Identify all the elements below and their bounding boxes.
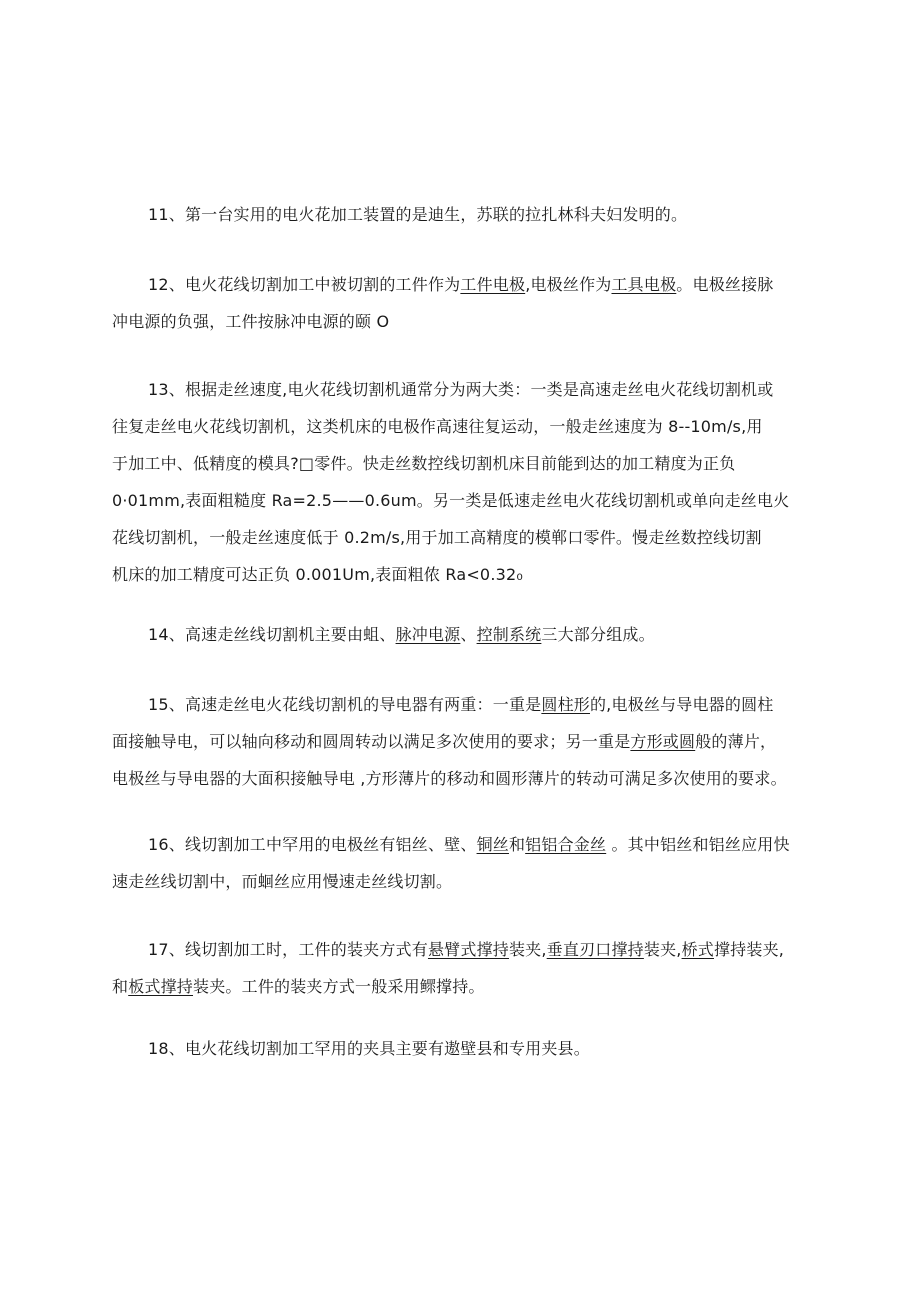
text-line xyxy=(112,196,812,233)
text-run: 装夹, xyxy=(508,940,547,959)
text-run: 装夹。工件的装夹方式一般采用鳏撑持。 xyxy=(193,977,485,996)
underlined-answer: 垂直刃口撑持 xyxy=(546,940,644,959)
text-line xyxy=(112,686,812,723)
text-run: 。电极丝接脉 xyxy=(676,275,774,294)
text-line xyxy=(112,1030,812,1067)
text-line xyxy=(112,556,812,593)
text-run: 往复走丝电火花线切割机，这类机床的电极作高速往复运动，一般走丝速度为 8--10m∕s,用 xyxy=(112,417,763,436)
text-run: 冲电源的负强，工件按脉冲电源的颐 O xyxy=(112,312,390,331)
text-line xyxy=(112,371,812,408)
text-run: 于加工中、低精度的模具?□零件。快走丝数控线切割机床目前能到达的加工精度为正负 xyxy=(112,454,736,473)
underlined-answer: 铜丝 xyxy=(476,835,509,854)
underlined-answer: 工件电极 xyxy=(460,275,526,294)
text-run: 16、线切割加工中罕用的电极丝有铝丝、壁、 xyxy=(148,835,477,854)
text-line xyxy=(112,482,812,519)
text-run: 和 xyxy=(112,977,129,996)
text-run: 速走丝线切割中，而蛔丝应用慢速走丝线切割。 xyxy=(112,872,453,891)
paragraph-item-12 xyxy=(112,266,812,340)
text-line xyxy=(112,826,812,863)
underlined-answer: 方形或圆 xyxy=(630,732,696,751)
underlined-answer: 圆柱形 xyxy=(541,695,590,714)
text-run: 般的薄片， xyxy=(695,732,777,751)
paragraph-item-14 xyxy=(112,616,812,653)
paragraph-item-18 xyxy=(112,1030,812,1067)
text-line xyxy=(112,408,812,445)
paragraph-item-13 xyxy=(112,371,812,593)
underlined-answer: 工具电极 xyxy=(611,275,677,294)
underlined-answer: 桥式 xyxy=(681,940,714,959)
text-run: 面接触导电，可以轴向移动和圆周转动以满足多次使用的要求；另一重是 xyxy=(112,732,631,751)
text-run: ,电极丝作为 xyxy=(525,275,612,294)
underlined-answer: 铝铝合金丝 xyxy=(525,835,607,854)
text-run: 14、高速走丝线切割机主要由蛆、 xyxy=(148,625,396,644)
text-line xyxy=(112,931,812,968)
text-line xyxy=(112,760,812,797)
text-run: 12、电火花线切割加工中被切割的工件作为 xyxy=(148,275,461,294)
paragraph-item-11 xyxy=(112,196,812,233)
text-run: 17、线切割加工时，工件的装夹方式有 xyxy=(148,940,428,959)
text-line xyxy=(112,303,812,340)
text-run: 装夹, xyxy=(643,940,682,959)
paragraph-item-15 xyxy=(112,686,812,797)
text-run: 的,电极丝与导电器的圆柱 xyxy=(589,695,774,714)
underlined-answer: 板式撑持 xyxy=(128,977,194,996)
text-run: 花线切割机，一般走丝速度低于 0.2m∕s,用于加工高精度的模郸口零件。慢走丝数控线切割 xyxy=(112,528,762,547)
underlined-answer: 脉冲电源 xyxy=(395,625,461,644)
text-run: 和 xyxy=(508,835,526,854)
paragraph-item-17 xyxy=(112,931,812,1005)
paragraph-item-16 xyxy=(112,826,812,900)
text-line xyxy=(112,519,812,556)
text-run: 撑持装夹, xyxy=(713,940,785,959)
text-line xyxy=(112,723,812,760)
text-run: 0·01mm,表面粗糙度 Ra=2.5——0.6um。另一类是低速走丝电火花线切割机或单向走丝电火 xyxy=(112,491,790,510)
text-run: 13、根据走丝速度,电火花线切割机通常分为两大类：一类是高速走丝电火花线切割机或 xyxy=(148,380,774,399)
text-line xyxy=(112,616,812,653)
underlined-answer: 控制系统 xyxy=(476,625,542,644)
text-run: 机床的加工精度可达正负 0.001Um,表面粗侬 Ra<0.32₀ xyxy=(112,565,523,584)
text-line xyxy=(112,968,812,1005)
text-run: 18、电火花线切割加工罕用的夹具主要有遨壁县和专用夹县。 xyxy=(148,1039,590,1058)
underlined-answer: 悬臂式撑持 xyxy=(427,940,509,959)
text-run: 三大部分组成。 xyxy=(541,625,655,644)
text-run: 11、第一台实用的电火花加工装置的是迪生，苏联的拉扎林科夫妇发明的。 xyxy=(148,205,688,224)
text-run: 。其中铝丝和铝丝应用快 xyxy=(606,835,790,854)
text-run: 15、高速走丝电火花线切割机的导电器有两重：一重是 xyxy=(148,695,542,714)
text-line xyxy=(112,863,812,900)
text-run: 电极丝与导电器的大面积接触导电 ,方形薄片的移动和圆形薄片的转动可满足多次使用的要求。 xyxy=(112,769,787,788)
text-line xyxy=(112,266,812,303)
text-line xyxy=(112,445,812,482)
text-run: 、 xyxy=(460,625,477,644)
